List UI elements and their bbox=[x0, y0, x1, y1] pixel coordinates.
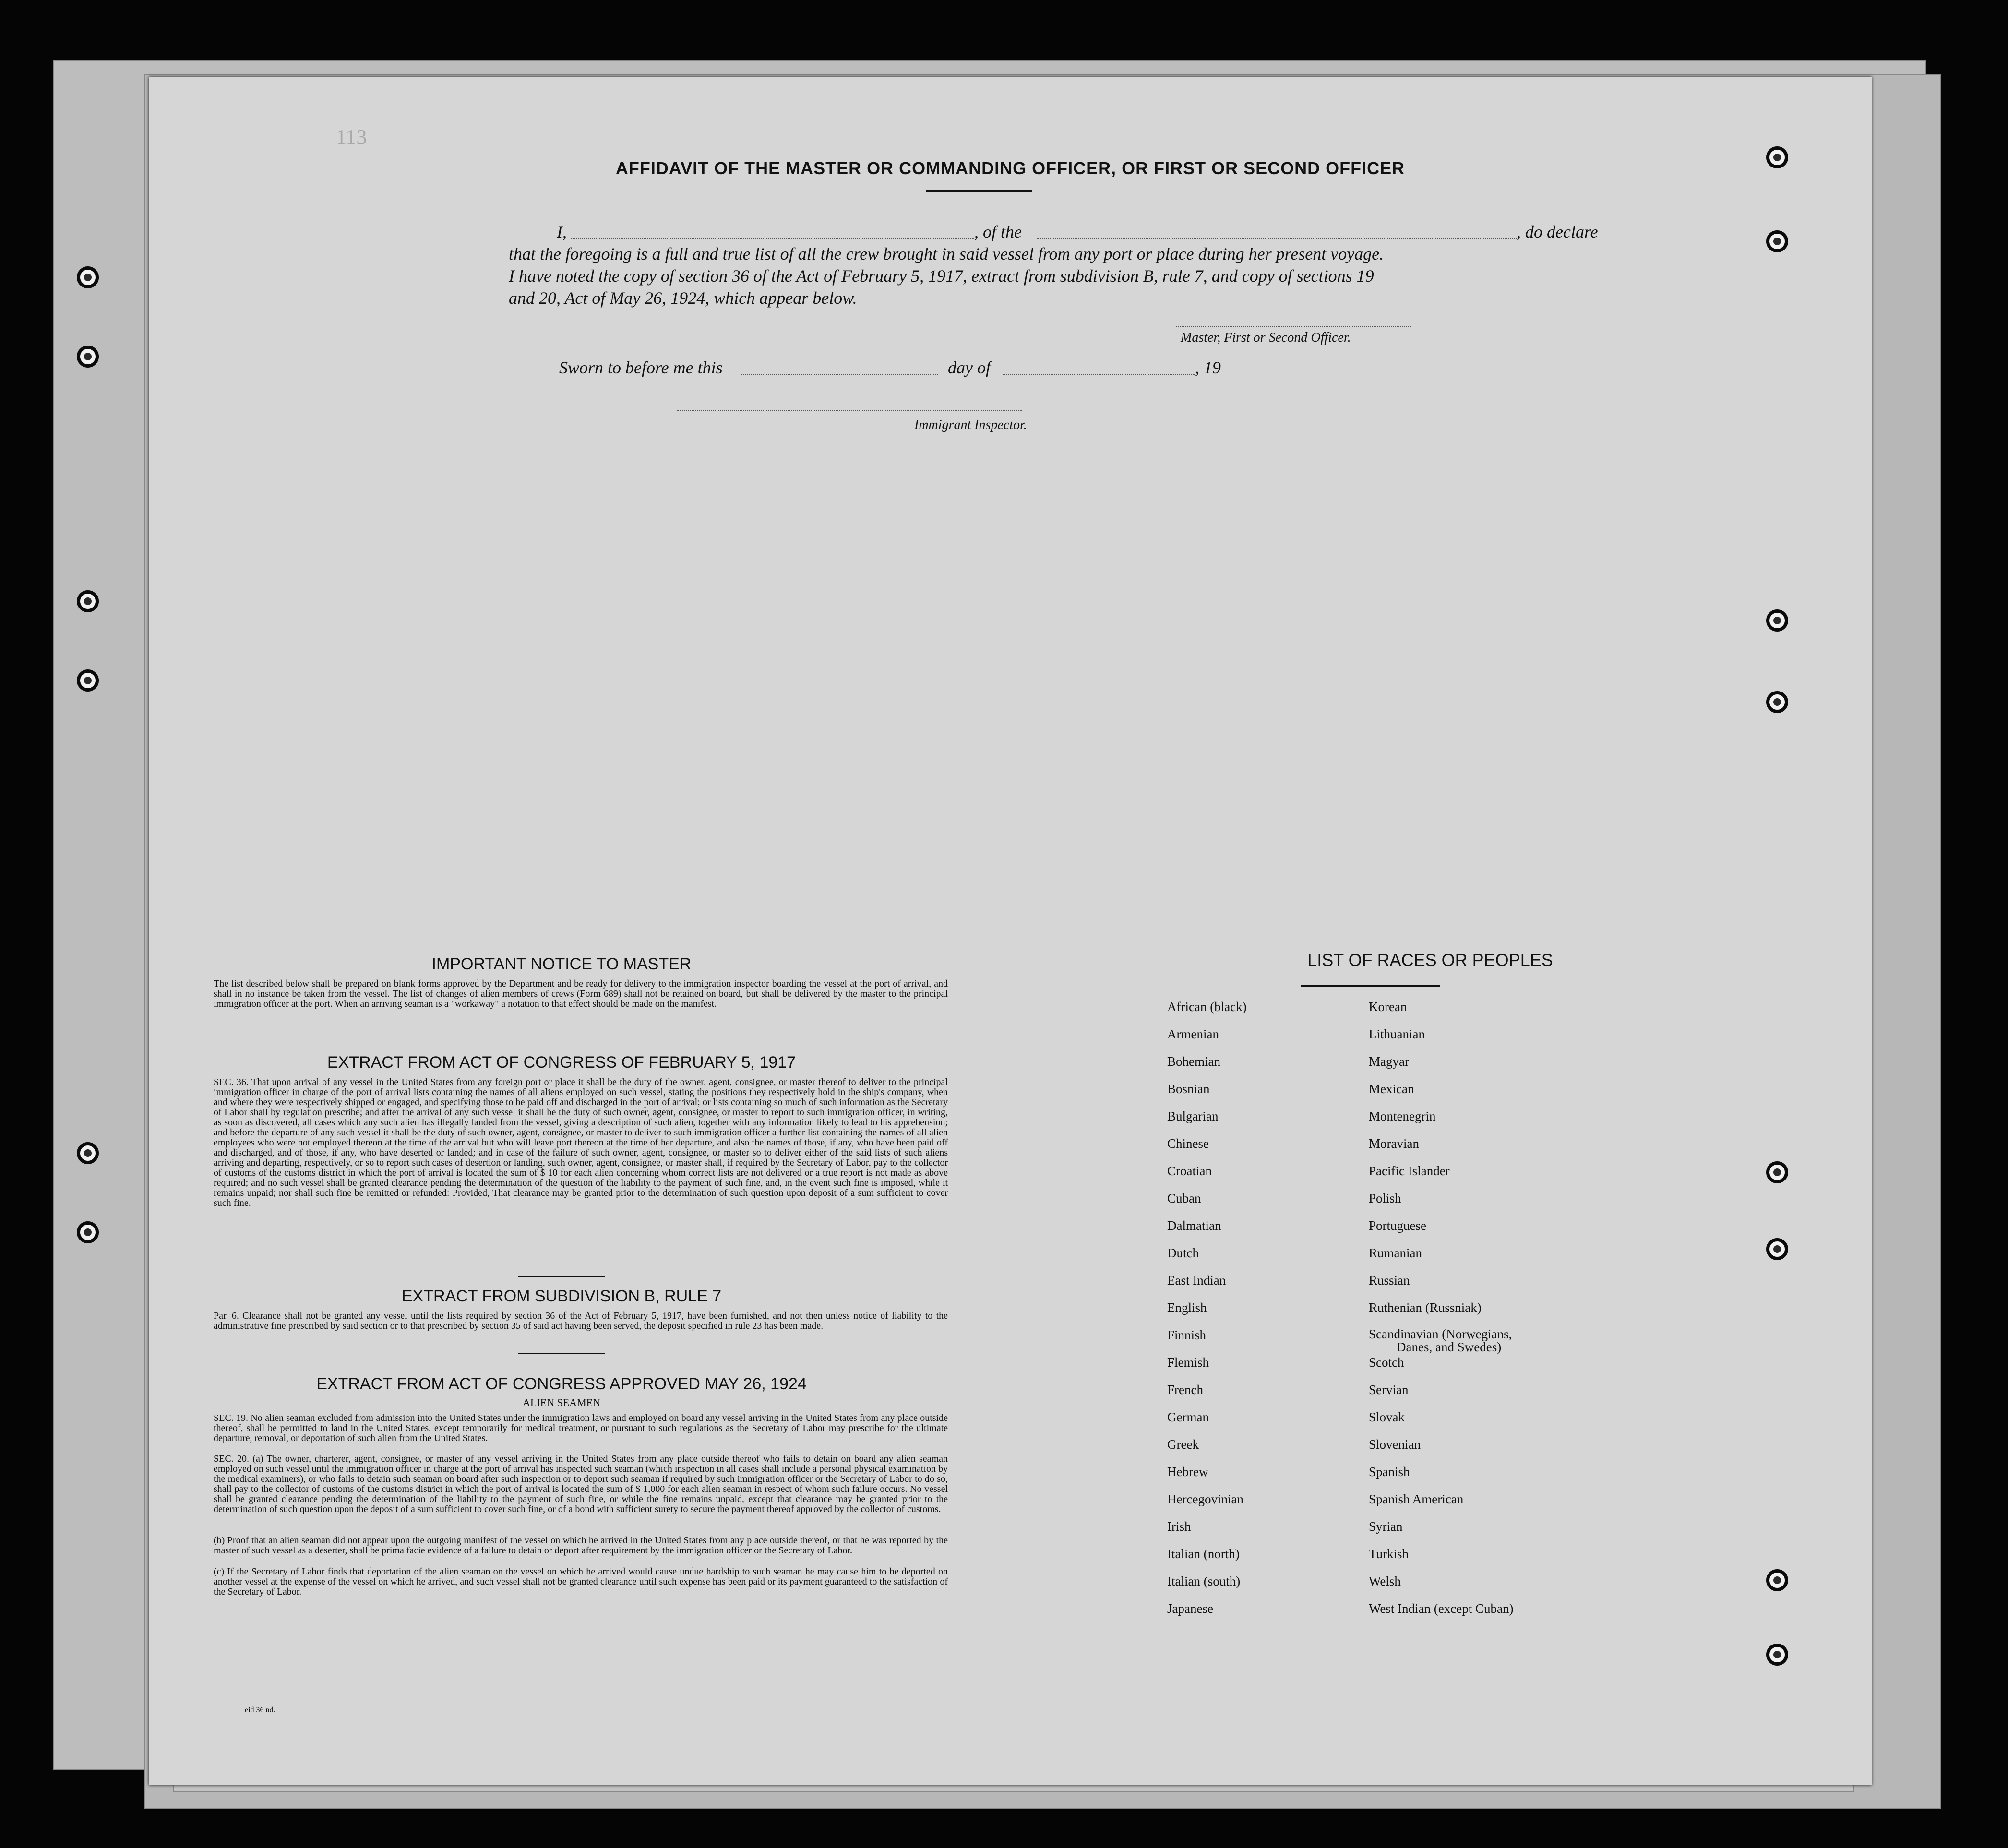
sec-20a-body: SEC. 20. (a) The owner, charterer, agent, consignee, or master of any vessel arriving in the United States from any place outside thereof who fails to detain on board any alien seaman employed on such vessel until the immigration officer in charge at the port of arrival has inspected such seaman (which inspection in all cases shall include a personal physical examination by the medical examiners), or who fails to detain such seaman on board after such inspection or to deport such seaman if required by such immigration officer or the Secretary of Labor to do so, shall pay to the collector of customs of the customs district in which the port of arrival is located the sum of $ 1,000 for each alien seaman in respect of whom such failure occurs. No vessel shall be granted clearance pending the determination of the liability to the payment of such fine, or while the fine remains unpaid, except that clearance may be granted prior to the determination of such question upon the deposit of a sum sufficient to cover such fine, or of a bond with sufficient surety to secure the payment thereof approved by the collector of customs. bbox=[214, 1454, 948, 1514]
race-item: Pacific Islander bbox=[1369, 1164, 1450, 1178]
extract-1917-title: EXTRACT FROM ACT OF CONGRESS OF FEBRUARY 5, 1917 bbox=[327, 1053, 796, 1072]
race-item: French bbox=[1167, 1383, 1203, 1397]
race-item: Irish bbox=[1167, 1519, 1191, 1534]
race-item: Slovenian bbox=[1369, 1437, 1421, 1452]
month-blank[interactable] bbox=[1003, 374, 1195, 375]
punch-hole bbox=[1766, 230, 1788, 252]
year-text: , 19 bbox=[1195, 358, 1221, 377]
race-item: Finnish bbox=[1167, 1328, 1207, 1342]
alien-seamen-subtitle: ALIEN SEAMEN bbox=[523, 1396, 600, 1408]
race-item: Hercegovinian bbox=[1167, 1492, 1243, 1506]
punch-hole bbox=[77, 1142, 99, 1164]
punch-hole bbox=[77, 1221, 99, 1243]
race-item: Welsh bbox=[1369, 1574, 1401, 1588]
race-item: Bulgarian bbox=[1167, 1109, 1219, 1123]
rule7-body: Par. 6. Clearance shall not be granted any vessel until the lists required by section 36 of the Act of February 5, 1917, have been furnished, and not then unless notice of liability to the administrative fine prescribed by said section or to that prescribed by section 35 of said act having been served, the deposit specified in rule 23 has been made. bbox=[214, 1311, 948, 1331]
affidavit-title: AFFIDAVIT OF THE MASTER OR COMMANDING OFFICER, OR FIRST OR SECOND OFFICER bbox=[615, 158, 1405, 178]
race-item: African (black) bbox=[1167, 1000, 1247, 1014]
race-item: Bosnian bbox=[1167, 1082, 1210, 1096]
race-item: German bbox=[1167, 1410, 1209, 1424]
punch-hole bbox=[1766, 691, 1788, 713]
extract-1917-body: SEC. 36. That upon arrival of any vessel in the United States from any foreign port or place it shall be the duty of the owner, agent, consignee, or master thereof to deliver to the principal immigration officer in charge of the port of arrival lists containing the names of all aliens employed on such vessel, stating the positions they respectively hold in the ship's company, when and where they were respectively shipped or engaged, and specifying those to be paid off and discharged in the port of arrival; or lists containing so much of such information as the Secretary of Labor shall by regulation prescribe; and after the arrival of any such vessel it shall be the duty of such owner, agent, consignee, or master to report to such immigration officer, in writing, as soon as discovered, all cases which any such alien has illegally landed from the vessel, giving a description of such alien, together with any information likely to lead to his apprehension; and before the departure of any such vessel it shall be the duty of such owner, agent, consignee, or master to deliver to such immigration officer a further list containing the names of all alien employees who were not employed thereon at the time of the arrival but who will leave port thereon at the time of her departure, and also the names of those, if any, who have been paid off and discharged, and of those, if any, who have deserted or landed; and in case of the failure of such owner, agent, consignee, or master so to deliver either of the said lists of such aliens arriving and departing, respectively, or so to report such cases of desertion or landing, such owner, agent, consignee, or master shall, if required by the Secretary of Labor, pay to the collector of customs of the customs district in which the port of arrival is located the sum of $ 10 for each alien concerning whom correct lists are not delivered or a true report is not made as above required; and no such vessel shall be granted clearance pending the determination of the question of the liability to the payment of such fine, and, in the event such fine is imposed, while it remains unpaid; nor shall such fine be remitted or refunded: Provided, That clearance may be granted prior to the determination of such question upon deposit of a sum sufficient to cover such fine. bbox=[214, 1077, 948, 1208]
title-rule bbox=[926, 190, 1032, 192]
race-item: Moravian bbox=[1369, 1136, 1419, 1151]
race-item: West Indian (except Cuban) bbox=[1369, 1601, 1514, 1616]
section-rule bbox=[518, 1276, 605, 1277]
declaration-do-declare: , do declare bbox=[1517, 222, 1598, 241]
race-item: Greek bbox=[1167, 1437, 1199, 1452]
punch-hole bbox=[77, 669, 99, 692]
notice-body: The list described below shall be prepared on blank forms approved by the Department and be ready for delivery to the immigration inspector boarding the vessel at the port of arrival, and shall in no instance be taken from the vessel. The list of changes of alien members of crews (Form 689) shall not be retained on board, but shall be delivered by the master to the principal immigration officer at the port. When an arriving seaman is a "workaway" a notation to that effect should be made on the manifest. bbox=[214, 978, 948, 1009]
inspector-label: Immigrant Inspector. bbox=[914, 417, 1027, 432]
page-number: 113 bbox=[336, 125, 367, 149]
declaration-i: I, bbox=[557, 222, 567, 241]
sec-20c-body: (c) If the Secretary of Labor finds that deportation of the alien seaman on the vessel on which he arrived would cause undue hardship to such seaman he may cause him to be deported on another vessel at the expense of the vessel on which he arrived, and such vessel shall not be granted clearance until such expense has been paid or its payment guaranteed to the satisfaction of the Secretary of Labor. bbox=[214, 1566, 948, 1597]
race-item: Armenian bbox=[1167, 1027, 1219, 1041]
race-item: Hebrew bbox=[1167, 1465, 1208, 1479]
race-item: Portuguese bbox=[1369, 1218, 1426, 1233]
race-item: Dalmatian bbox=[1167, 1218, 1221, 1233]
notice-title: IMPORTANT NOTICE TO MASTER bbox=[431, 955, 692, 973]
race-item: Lithuanian bbox=[1369, 1027, 1425, 1041]
section-rule bbox=[518, 1353, 605, 1354]
race-item: Rumanian bbox=[1369, 1246, 1422, 1260]
form-code: eid 36 nd. bbox=[245, 1706, 275, 1714]
race-item: Magyar bbox=[1369, 1054, 1409, 1069]
punch-hole bbox=[77, 266, 99, 288]
declaration-line-4: and 20, Act of May 26, 1924, which appear below. bbox=[509, 288, 857, 308]
race-item: Dutch bbox=[1167, 1246, 1199, 1260]
race-item: Croatian bbox=[1167, 1164, 1212, 1178]
declaration-line-3: I have noted the copy of section 36 of the Act of February 5, 1917, extract from subdivision B, rule 7, and copy of sections 19 bbox=[509, 266, 1374, 286]
race-item: Cuban bbox=[1167, 1191, 1201, 1205]
race-item-wrap: Danes, and Swedes) bbox=[1397, 1340, 1502, 1354]
rule7-title: EXTRACT FROM SUBDIVISION B, RULE 7 bbox=[401, 1287, 722, 1305]
master-signature-line[interactable] bbox=[1176, 326, 1411, 327]
punch-hole bbox=[77, 346, 99, 368]
race-item: Ruthenian (Russniak) bbox=[1369, 1300, 1482, 1315]
punch-hole bbox=[1766, 1161, 1788, 1183]
races-title-rule bbox=[1301, 985, 1440, 987]
manifest-page bbox=[149, 77, 1872, 1785]
inspector-signature-line[interactable] bbox=[677, 410, 1022, 411]
punch-hole bbox=[1766, 1644, 1788, 1666]
race-item: Flemish bbox=[1167, 1355, 1209, 1370]
punch-hole bbox=[1766, 609, 1788, 632]
day-of-text: day of bbox=[948, 358, 991, 377]
race-item: Bohemian bbox=[1167, 1054, 1220, 1069]
race-item: Italian (south) bbox=[1167, 1574, 1241, 1588]
vessel-blank[interactable] bbox=[1037, 238, 1517, 239]
races-title: LIST OF RACES OR PEOPLES bbox=[1307, 950, 1553, 970]
sec-19-body: SEC. 19. No alien seaman excluded from admission into the United States under the immigration laws and employed on board any vessel arriving in the United States from any place outside thereof, shall be permitted to land in the United States, except temporarily for medical treatment, or pursuant to such regulations as the Secretary of Labor may prescribe for the ultimate departure, removal, or deportation of such alien from the United States. bbox=[214, 1413, 948, 1443]
race-item: Mexican bbox=[1369, 1082, 1414, 1096]
race-item: Scandinavian (Norwegians, bbox=[1369, 1327, 1512, 1341]
race-item: English bbox=[1167, 1300, 1207, 1315]
declaration-line-2: that the foregoing is a full and true list of all the crew brought in said vessel from any port or place during her present voyage. bbox=[509, 244, 1384, 263]
race-item: Scotch bbox=[1369, 1355, 1404, 1370]
name-blank[interactable] bbox=[571, 238, 974, 239]
race-item: Spanish American bbox=[1369, 1492, 1464, 1506]
race-item: Spanish bbox=[1369, 1465, 1410, 1479]
day-blank[interactable] bbox=[741, 374, 938, 375]
race-item: Syrian bbox=[1369, 1519, 1403, 1534]
race-item: Russian bbox=[1369, 1273, 1410, 1288]
race-item: Servian bbox=[1369, 1383, 1409, 1397]
master-signature-label: Master, First or Second Officer. bbox=[1181, 330, 1351, 345]
race-item: Korean bbox=[1369, 1000, 1407, 1014]
punch-hole bbox=[1766, 1569, 1788, 1591]
punch-hole bbox=[77, 590, 99, 612]
race-item: Japanese bbox=[1167, 1601, 1213, 1616]
sworn-text: Sworn to before me this bbox=[559, 358, 723, 377]
race-item: Slovak bbox=[1369, 1410, 1405, 1424]
race-item: East Indian bbox=[1167, 1273, 1226, 1288]
race-item: Chinese bbox=[1167, 1136, 1209, 1151]
punch-hole bbox=[1766, 1238, 1788, 1260]
race-item: Montenegrin bbox=[1369, 1109, 1436, 1123]
declaration-of-the: , of the bbox=[974, 222, 1022, 241]
race-item: Polish bbox=[1369, 1191, 1401, 1205]
race-item: Italian (north) bbox=[1167, 1547, 1240, 1561]
sec-20b-body: (b) Proof that an alien seaman did not appear upon the outgoing manifest of the vessel on which he arrived in the United States from any place outside thereof, or that he was reported by the master of such vessel as a deserter, shall be prima facie evidence of a failure to detain or deport after requirement by the immigration officer or the Secretary of Labor. bbox=[214, 1535, 948, 1556]
extract-1924-title: EXTRACT FROM ACT OF CONGRESS APPROVED MAY 26, 1924 bbox=[316, 1375, 807, 1393]
race-item: Turkish bbox=[1369, 1547, 1409, 1561]
